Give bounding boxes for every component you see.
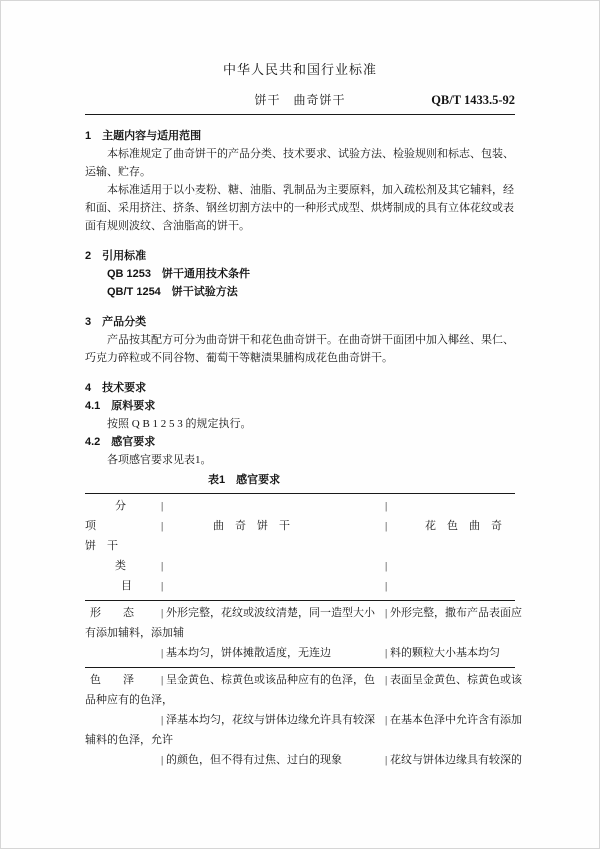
table-row-line xyxy=(85,670,522,690)
table-rule-row xyxy=(85,667,515,668)
cell-text: | 表面呈金黄色、棕黄色或该 xyxy=(385,674,522,686)
title-rule xyxy=(85,114,515,115)
table-column-divider: | xyxy=(161,500,164,512)
section-4-heading: 4 技术要求 xyxy=(85,382,147,394)
cell-text: | 基本均匀，饼体摊散适度，无连边 xyxy=(161,647,331,659)
para-line: 和面、采用挤注、挤条、钢丝切割方法中的一种形式成型、烘烤制成的具有立体花纹或表 xyxy=(85,202,514,214)
standard-header: 中华人民共和国行业标准 xyxy=(222,62,377,77)
table-row-line xyxy=(85,623,515,643)
section-3-heading: 3 产品分类 xyxy=(85,316,147,328)
reference-line: QB 1253 饼干通用技术条件 xyxy=(107,268,251,280)
cell-text: | 呈金黄色、棕黄色或该品种应有的色泽，色 xyxy=(161,674,375,686)
para-line: 本标准适用于以小麦粉、糖、油脂、乳制品为主要原料，加入疏松剂及其它辅料，经 xyxy=(107,184,514,196)
row-label-shape: 形 态 xyxy=(90,607,134,619)
table-column-divider: | xyxy=(385,520,388,532)
section-4-1-heading: 4.1 原料要求 xyxy=(85,400,156,412)
table-row-line xyxy=(85,690,515,710)
table-header-row xyxy=(85,536,515,556)
document-title: 饼干 曲奇饼干 xyxy=(254,93,346,107)
table-header-col1-text: 目 xyxy=(121,580,132,592)
cell-wrap-text: 有添加辅料，添加辅 xyxy=(85,627,184,639)
table-header-col2-text: 曲 奇 饼 干 xyxy=(213,520,290,532)
table-row-line xyxy=(85,643,515,663)
cell-wrap-text: 辅料的色泽，允许 xyxy=(85,734,173,746)
table-column-divider: | xyxy=(161,560,164,572)
cell-text: | 在基本色泽中允许含有添加 xyxy=(385,714,522,726)
table-column-divider: | xyxy=(161,580,164,592)
cell-text: | 泽基本均匀，花纹与饼体边缘允许具有较深 xyxy=(161,714,375,726)
cell-text: | 花纹与饼体边缘具有较深的 xyxy=(385,754,522,766)
section-1-heading: 1 主题内容与适用范围 xyxy=(85,130,202,142)
table-row-line xyxy=(85,730,515,750)
table-header-row xyxy=(85,496,515,516)
table-header-block xyxy=(85,496,515,596)
table-row-line xyxy=(85,710,522,730)
table-row-line xyxy=(85,603,522,623)
table-row-line xyxy=(85,750,522,770)
reference-line: QB/T 1254 饼干试验方法 xyxy=(107,286,238,298)
table-header-col1-text: 类 xyxy=(115,560,126,572)
table-column-divider: | xyxy=(385,500,388,512)
cell-text: | 的颜色，但不得有过焦、过白的现象 xyxy=(161,754,342,766)
table-caption: 表1 感官要求 xyxy=(208,474,281,486)
title-row xyxy=(85,90,515,110)
table-row-shape xyxy=(85,603,522,663)
para-line: 产品按其配方可分为曲奇饼干和花色曲奇饼干。在曲奇饼干面团中加入椰丝、果仁、 xyxy=(107,334,514,346)
cell-text: | 外形完整，撒布产品表面应 xyxy=(385,607,522,619)
para-line: 面有规则波纹、含油脂高的饼干。 xyxy=(85,220,250,232)
cell-text: | 料的颗粒大小基本均匀 xyxy=(385,647,500,659)
para-line: 按照 Q B 1 2 5 3 的规定执行。 xyxy=(107,418,252,430)
para-line: 巧克力碎粒或不同谷物、葡萄干等糖渍果脯构成花色曲奇饼干。 xyxy=(85,352,393,364)
para-line: 各项感官要求见表1。 xyxy=(107,454,212,466)
table-rule-header xyxy=(85,600,515,601)
table-header-col3-text: 花 色 曲 奇 xyxy=(425,520,502,532)
table-header-row xyxy=(85,516,515,536)
table-column-divider: | xyxy=(385,580,388,592)
cell-text: | 外形完整，花纹或波纹清楚，同一造型大小 xyxy=(161,607,375,619)
para-line: 本标准规定了曲奇饼干的产品分类、技术要求、试验方法、检验规则和标志、包装、 xyxy=(107,148,514,160)
section-4-2-heading: 4.2 感官要求 xyxy=(85,436,156,448)
table-header-col1-text: 分 xyxy=(115,500,126,512)
table-column-divider: | xyxy=(385,560,388,572)
section-2-heading: 2 引用标准 xyxy=(85,250,147,262)
table-column-divider: | xyxy=(161,520,164,532)
para-line: 运输、贮存。 xyxy=(85,166,151,178)
table-rule-top xyxy=(85,493,515,494)
row-label-color: 色 泽 xyxy=(90,674,134,686)
table-header-wrap-text: 饼 干 xyxy=(85,540,118,552)
cell-wrap-text: 品种应有的色泽， xyxy=(85,694,173,706)
table-header-row xyxy=(85,576,515,596)
table-header-row xyxy=(85,556,515,576)
table-header-col1-text: 项 xyxy=(85,520,96,532)
table-row-color xyxy=(85,670,522,770)
standard-code: QB/T 1433.5-92 xyxy=(431,93,515,107)
